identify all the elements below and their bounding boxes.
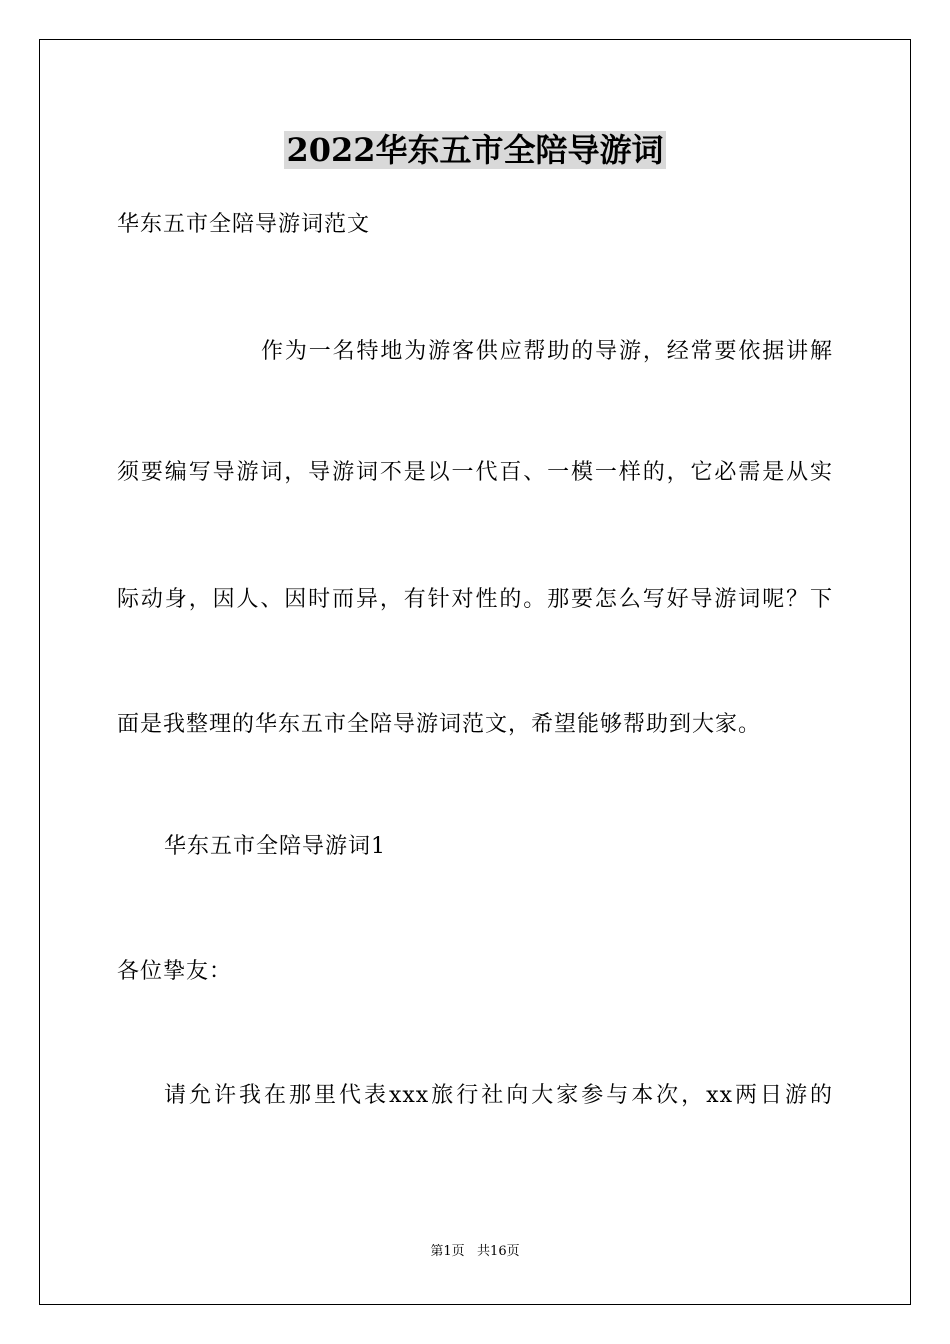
intro-line-3: 际动身，因人、因时而异，有针对性的。那要怎么写好导游词呢？下 [117, 587, 833, 612]
intro-line-1: 作为一名特地为游客供应帮助的导游，经常要依据讲解 [261, 339, 833, 364]
page-footer: 第1页 共16页 [430, 1244, 520, 1259]
document-subtitle: 华东五市全陪导游词范文 [117, 212, 371, 237]
document-title-text: 2022华东五市全陪导游词 [286, 131, 664, 169]
intro-line-4: 面是我整理的华东五市全陪导游词范文，希望能够帮助到大家。 [117, 712, 762, 737]
body-line: 请允许我在那里代表xxx旅行社向大家参与本次，xx两日游的 [164, 1083, 833, 1108]
intro-line-2: 须要编写导游词，导游词不是以一代百、一模一样的，它必需是从实 [117, 460, 833, 485]
document-title [0, 128, 950, 172]
greeting: 各位挚友： [117, 959, 233, 984]
section-heading: 华东五市全陪导游词1 [164, 834, 386, 859]
